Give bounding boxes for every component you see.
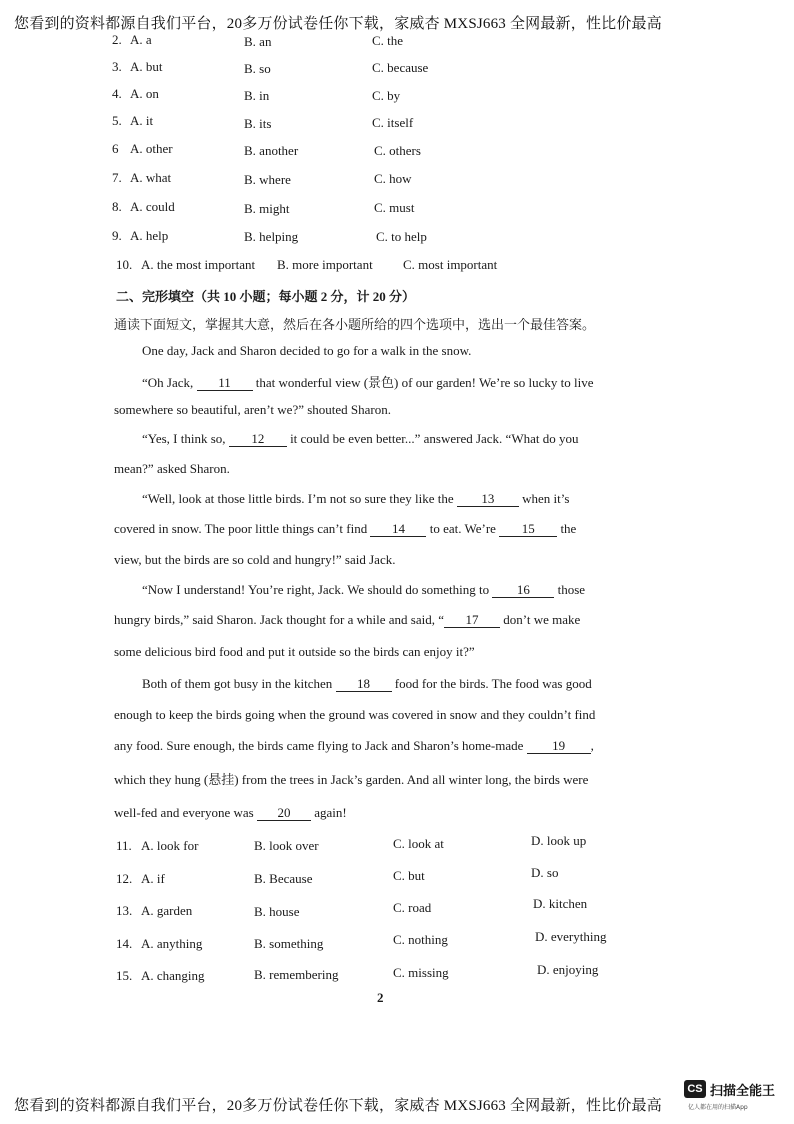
option-b: B. more important [277,257,373,272]
option-a: A. garden [141,903,193,918]
option-a: A. changing [141,968,205,983]
option-d: D. enjoying [537,962,599,977]
option-b: B. so [244,61,271,76]
question-number: 8. [112,199,122,214]
question-number: 14. [116,936,133,951]
option-c: C. most important [403,257,498,272]
option-a: A. anything [141,936,203,951]
option-d: D. kitchen [533,896,588,911]
question-number: 10. [116,257,133,272]
section-heading: 二、完形填空（共 10 小题；每小题 2 分，计 20 分） [116,289,416,304]
option-c: C. road [393,900,432,915]
passage-line: “Well, look at those little birds. I’m not so sure they like the 13 when it’s [142,491,570,506]
option-c: C. itself [372,115,414,130]
option-c: C. because [372,60,429,75]
option-b: B. another [244,143,299,158]
blank-13: 13 [457,492,519,507]
passage-line: which they hung (悬挂) from the trees in Jack’s garden. And all winter long, the birds were [114,772,589,787]
blank-17: 17 [444,613,500,628]
option-b: B. in [244,88,270,103]
option-c: C. others [374,143,421,158]
passage-line: enough to keep the birds going when the ground was covered in snow and they couldn’t find [114,707,596,722]
question-number: 2. [112,32,122,47]
option-a: A. on [130,86,159,101]
option-c: C. look at [393,836,444,851]
blank-18: 18 [336,677,392,692]
question-number: 5. [112,113,122,128]
passage-line: Both of them got busy in the kitchen 18 food for the birds. The food was good [142,676,592,691]
passage-line: hungry birds,” said Sharon. Jack thought for a while and said, “ 17 don’t we make [114,612,581,627]
blank-15: 15 [499,522,557,537]
blank-19: 19 [527,739,591,754]
passage-line: “Oh Jack, 11 that wonderful view (景色) of our garden! We’re so lucky to live [142,375,594,390]
question-number: 13. [116,903,133,918]
option-b: B. look over [254,838,319,853]
option-c: C. by [372,88,401,103]
option-c: C. nothing [393,932,448,947]
option-b: B. where [244,172,291,187]
option-a: A. it [130,113,154,128]
option-a: A. look for [141,838,199,853]
blank-14: 14 [370,522,426,537]
option-a: A. a [130,32,152,47]
question-number: 7. [112,170,122,185]
option-a: A. but [130,59,163,74]
blank-20: 20 [257,806,311,821]
option-b: B. remembering [254,967,339,982]
option-a: A. help [130,228,169,243]
option-a: A. what [130,170,172,185]
blank-12: 12 [229,432,287,447]
question-number: 4. [112,86,122,101]
passage-line: “Yes, I think so, 12 it could be even better...” answered Jack. “What do you [142,431,579,446]
blank-16: 16 [492,583,554,598]
page-number: 2 [377,990,384,1005]
option-c: C. but [393,868,425,883]
watermark-bottom: 您看到的资料都源自我们平台，20多万份试卷任你下载，家威杏 MXSJ663 全网最新，性比价最高 [14,1098,662,1114]
question-number: 12. [116,871,133,886]
option-d: D. look up [531,833,587,848]
option-c: C. the [372,33,404,48]
option-b: B. its [244,116,272,131]
option-d: D. so [531,865,559,880]
option-b: B. house [254,904,300,919]
option-d: D. everything [535,929,607,944]
question-number: 3. [112,59,122,74]
passage-line: any food. Sure enough, the birds came flying to Jack and Sharon’s home-made 19 , [114,738,594,753]
watermark-top: 您看到的资料都源自我们平台，20多万份试卷任你下载，家威杏 MXSJ663 全网最新，性比价最高 [14,16,662,32]
option-b: B. helping [244,229,299,244]
question-number: 6 [112,141,119,156]
option-b: B. an [244,34,272,49]
passage-line: covered in snow. The poor little things can’t find 14 to eat. We’re 15 the [114,521,577,536]
question-number: 15. [116,968,133,983]
option-b: B. something [254,936,324,951]
option-a: A. the most important [141,257,256,272]
section-instruction: 通读下面短文，掌握其大意，然后在各小题所给的四个选项中，选出一个最佳答案。 [114,317,596,332]
option-b: B. might [244,201,290,216]
option-a: A. could [130,199,175,214]
passage-line: some delicious bird food and put it outside so the birds can enjoy it?” [114,644,475,659]
cs-logo-icon: CS [684,1080,706,1098]
option-c: C. missing [393,965,449,980]
option-c: C. to help [376,229,427,244]
scanner-app-name: 扫描全能王 [710,1084,776,1099]
passage-line: well-fed and everyone was 20 again! [114,805,347,820]
passage-line: view, but the birds are so cold and hungry!” said Jack. [114,552,396,567]
passage-line: “Now I understand! You’re right, Jack. We should do something to 16 those [142,582,586,597]
question-number: 11. [116,838,132,853]
option-a: A. if [141,871,165,886]
option-c: C. how [374,171,412,186]
blank-11: 11 [197,376,253,391]
option-b: B. Because [254,871,313,886]
question-number: 9. [112,228,122,243]
scanner-tagline: 亿人都在用的扫描App [688,1104,748,1111]
passage-line: somewhere so beautiful, aren’t we?” shouted Sharon. [114,402,392,417]
option-a: A. other [130,141,173,156]
passage-line: mean?” asked Sharon. [114,461,230,476]
option-c: C. must [374,200,415,215]
passage-line: One day, Jack and Sharon decided to go for a walk in the snow. [142,343,472,358]
